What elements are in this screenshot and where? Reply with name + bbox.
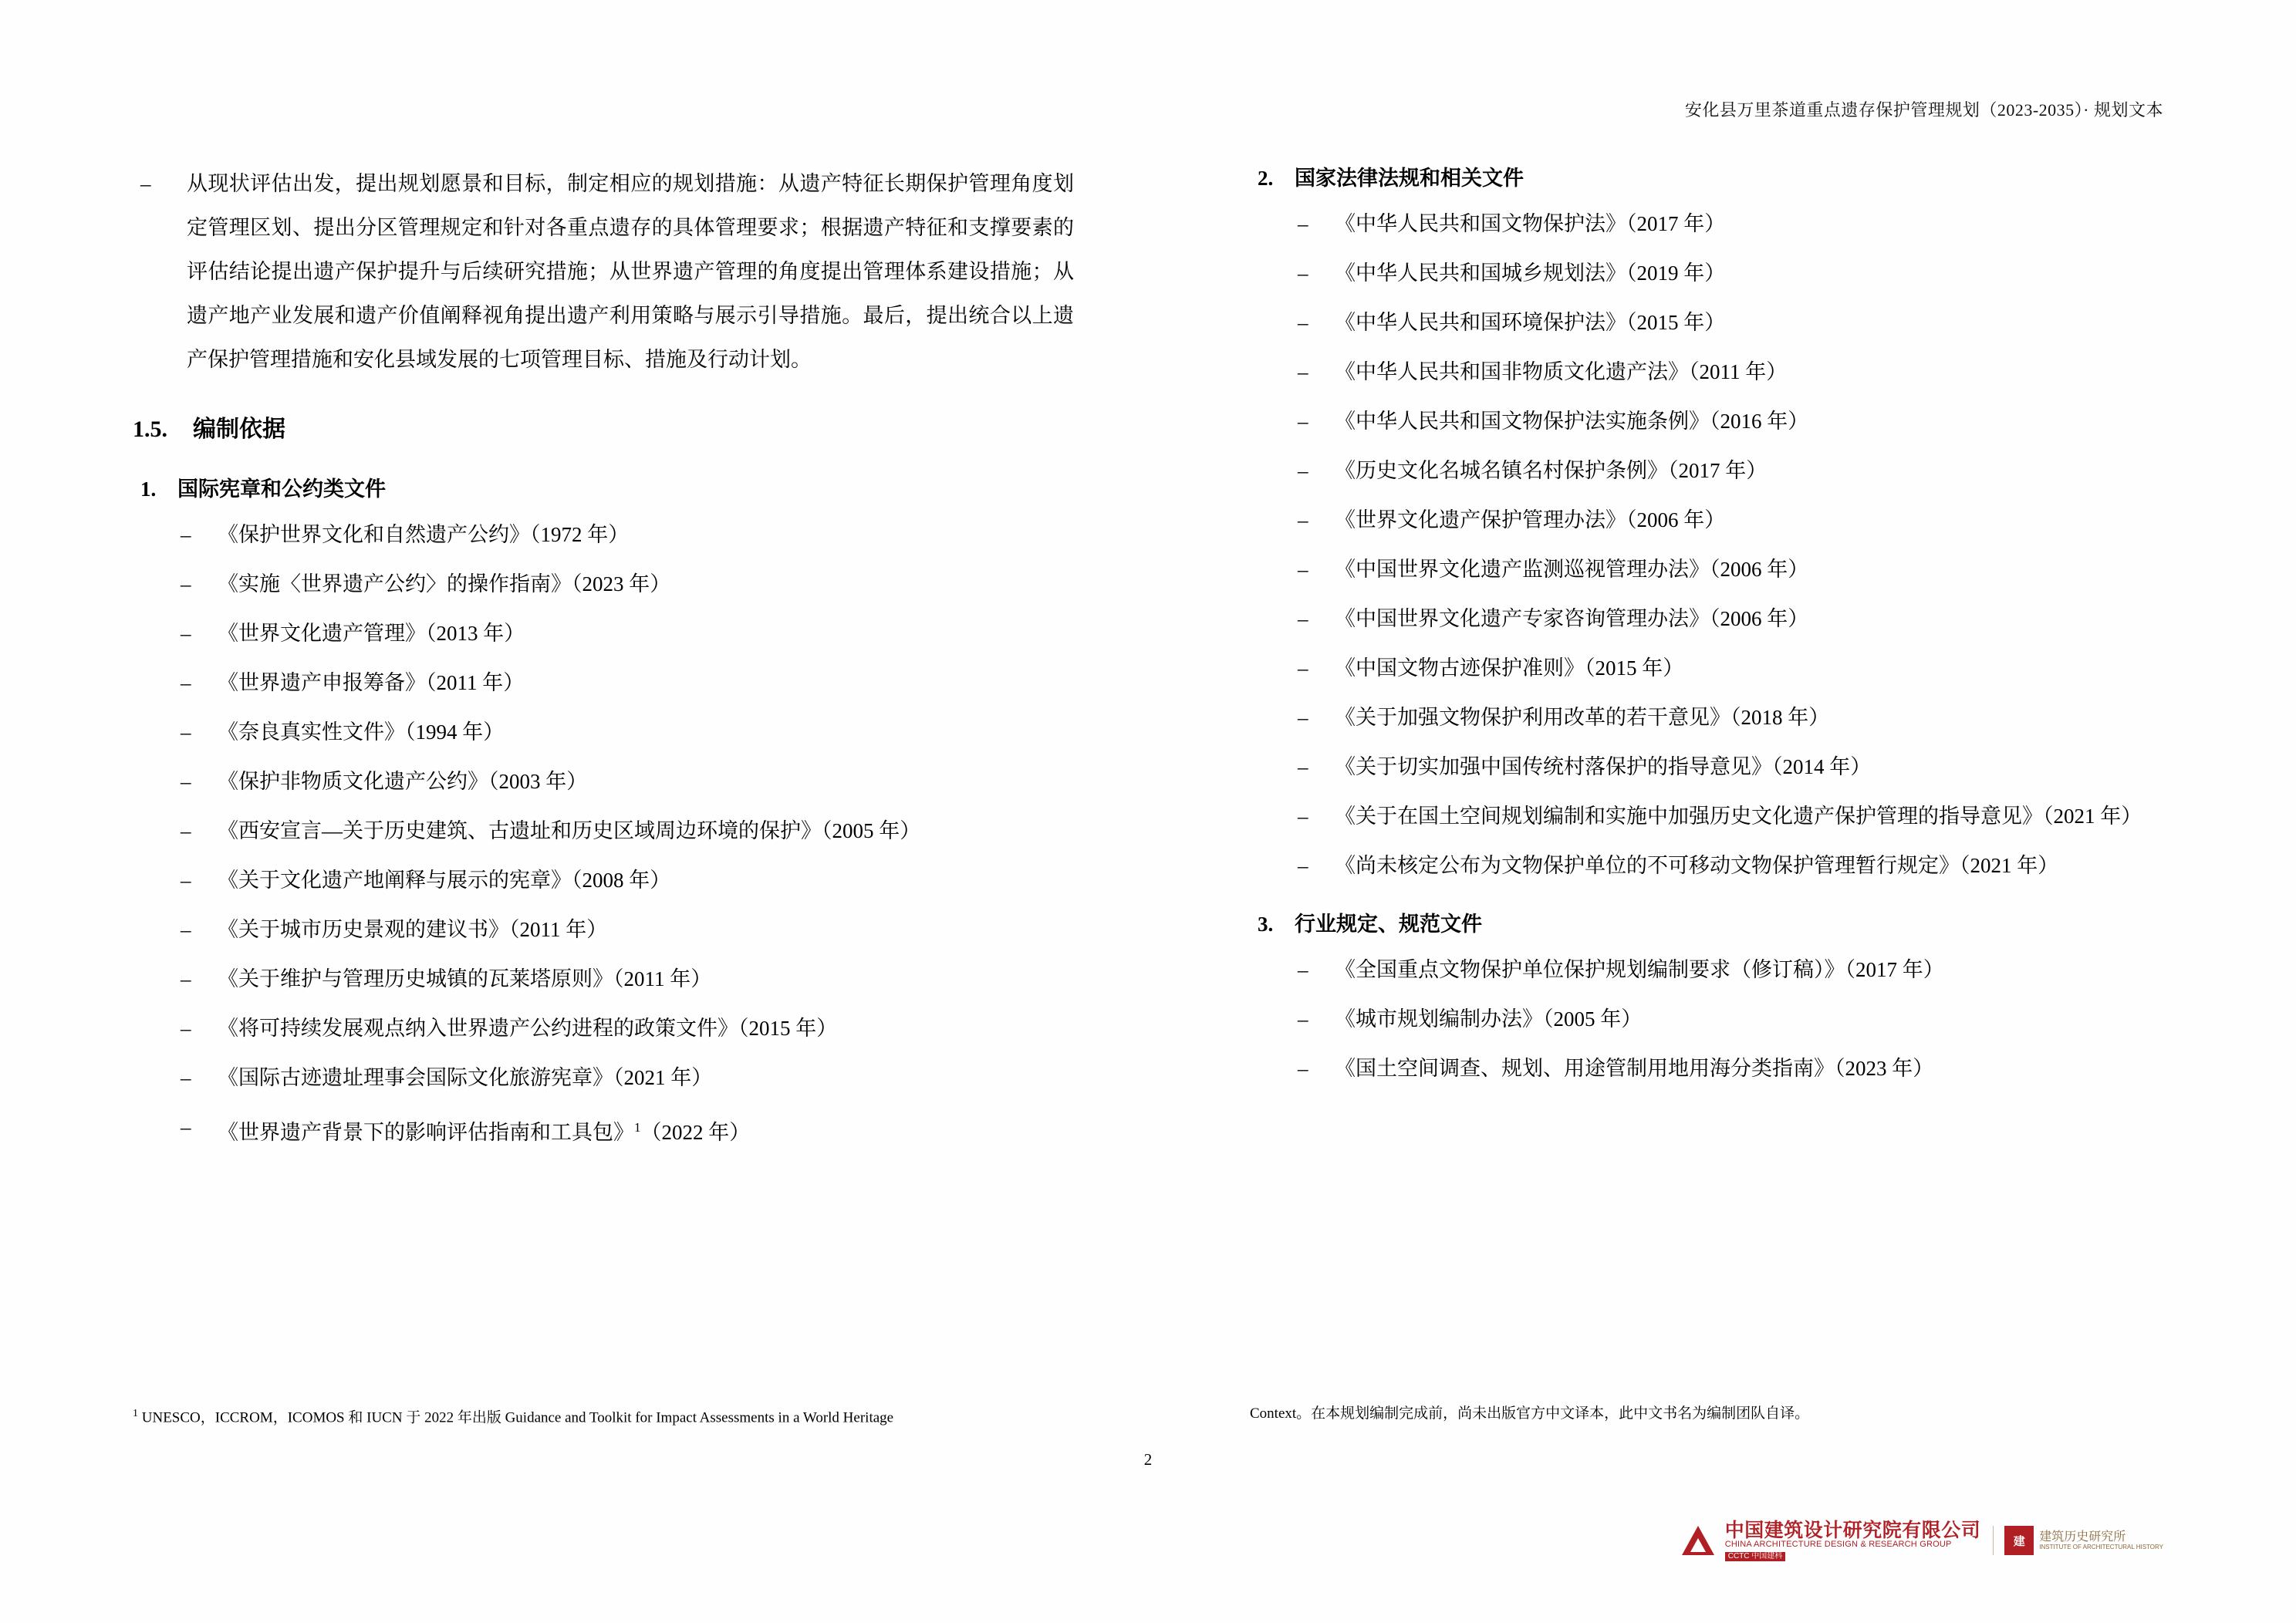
dash-bullet: – [1298, 212, 1308, 235]
group-2-title: 国家法律法规和相关文件 [1295, 167, 1524, 190]
list-item [1250, 850, 2191, 882]
footnote-right: Context。在本规划编制完成前，尚未出版官方中文译本，此中文书名为编制团队自译。 [1250, 1405, 1810, 1422]
group-2-number: 2. [1258, 167, 1274, 190]
list-item-text: 《关于城市历史景观的建议书》（2011 年） [218, 918, 608, 941]
group-1-title: 国际宪章和公约类文件 [177, 477, 386, 501]
triangle-logo-icon [1682, 1523, 1717, 1558]
dash-bullet: – [1298, 311, 1308, 334]
dash-bullet: – [1298, 410, 1308, 433]
list-item [133, 519, 1074, 551]
dash-bullet: – [1298, 558, 1308, 581]
group-1-heading [133, 473, 1074, 505]
list-item [1250, 1004, 2191, 1035]
dash-bullet: – [1298, 854, 1308, 877]
list-item-text: 《国土空间调查、规划、用途管制用地用海分类指南》（2023 年） [1335, 1057, 1934, 1080]
list-item-footnoted [133, 1112, 1074, 1149]
primary-logo-cn: 中国建筑设计研究院有限公司 [1724, 1519, 1981, 1541]
list-item-text: 《保护非物质文化遗产公约》（2003 年） [218, 770, 588, 793]
group-3-title: 行业规定、规范文件 [1295, 913, 1482, 936]
list-item-text: 《关于加强文物保护利用改革的若干意见》（2018 年） [1335, 706, 1830, 729]
list-item [133, 815, 1074, 847]
list-item [1250, 603, 2191, 635]
footnote-marker: 1 [634, 1120, 641, 1135]
list-item [133, 618, 1074, 650]
dash-bullet: – [1298, 706, 1308, 729]
dash-bullet: – [181, 671, 191, 694]
dash-bullet: – [1298, 607, 1308, 630]
list-item-text: 《中华人民共和国城乡规划法》（2019 年） [1335, 262, 1726, 285]
primary-logo-en: CHINA ARCHITECTURE DESIGN & RESEARCH GROUP [1724, 1539, 1952, 1549]
dash-bullet: – [181, 869, 191, 892]
primary-logo-badge: CCTC 中国建科 [1725, 1552, 1786, 1562]
dash-bullet: – [181, 967, 191, 990]
list-item [1250, 554, 2191, 585]
list-item-text: 《关于切实加强中国传统村落保护的指导意见》（2014 年） [1335, 755, 1872, 778]
dash-bullet: – [181, 1115, 191, 1139]
dash-bullet: – [181, 819, 191, 842]
list-item-text: 《世界遗产背景下的影响评估指南和工具包》 [218, 1121, 634, 1144]
list-item-text: 《国际古迹遗址理事会国际文化旅游宪章》（2021 年） [218, 1066, 713, 1089]
list-item-text: 《中国文物古迹保护准则》（2015 年） [1335, 656, 1684, 680]
list-item-text: 《保护世界文化和自然遗产公约》（1972 年） [218, 523, 630, 546]
list-item [1250, 954, 2191, 986]
list-item [1250, 504, 2191, 536]
dash-bullet: – [181, 1066, 191, 1089]
group-1-list [133, 519, 1074, 1149]
secondary-logo-text [2039, 1530, 2163, 1550]
dash-bullet: – [1298, 1057, 1308, 1080]
footnote-marker: 1 [133, 1408, 138, 1419]
dash-bullet: – [140, 172, 151, 195]
list-item-text: 《关于维护与管理历史城镇的瓦莱塔原则》（2011 年） [218, 967, 712, 990]
secondary-logo-en: INSTITUTE OF ARCHITECTURAL HISTORY [2039, 1543, 2163, 1550]
right-column [1250, 162, 2191, 1102]
list-item-text: 《奈良真实性文件》（1994 年） [218, 720, 505, 744]
dash-bullet: – [1298, 1007, 1308, 1031]
list-item-text: 《世界文化遗产保护管理办法》（2006 年） [1335, 508, 1726, 531]
list-item [133, 569, 1074, 600]
section-number: 1.5. [133, 417, 167, 442]
list-item [133, 667, 1074, 699]
list-item-text: 《关于在国土空间规划编制和实施中加强历史文化遗产保护管理的指导意见》（2021 年） [1335, 805, 2142, 828]
dash-bullet: – [1298, 508, 1308, 531]
list-item-text: 《中国世界文化遗产专家咨询管理办法》（2006 年） [1335, 607, 1809, 630]
list-item-text: 《实施〈世界遗产公约〉的操作指南》（2023 年） [218, 572, 671, 596]
intro-paragraph [133, 162, 1074, 382]
left-column [133, 162, 1074, 1166]
list-item [1250, 1053, 2191, 1085]
group-1-number: 1. [140, 477, 157, 501]
dash-bullet: – [1298, 360, 1308, 383]
list-item-text: 《世界遗产申报筹备》（2011 年） [218, 671, 525, 694]
dash-bullet: – [1298, 262, 1308, 285]
dash-bullet: – [1298, 805, 1308, 828]
list-item [1250, 406, 2191, 437]
list-item-text: 《中华人民共和国环境保护法》（2015 年） [1335, 311, 1726, 334]
footnote-left [133, 1402, 1083, 1429]
list-item-text: 《城市规划编制办法》（2005 年） [1335, 1007, 1643, 1031]
footnote-text: UNESCO，ICCROM，ICOMOS 和 IUCN 于 2022 年出版 Guidance and Toolkit for Impact Assessments in a World Heritage [141, 1409, 894, 1426]
list-item-text: 《关于文化遗产地阐释与展示的宪章》（2008 年） [218, 869, 671, 892]
primary-logo-text [1725, 1520, 1981, 1561]
list-item [133, 1062, 1074, 1094]
list-item [1250, 307, 2191, 339]
dash-bullet: – [181, 622, 191, 645]
list-item [133, 865, 1074, 896]
dash-bullet: – [181, 572, 191, 596]
list-item-text: 《世界文化遗产管理》（2013 年） [218, 622, 525, 645]
list-item [1250, 751, 2191, 783]
page-number: 2 [1143, 1450, 1153, 1469]
list-item-text: 《全国重点文物保护单位保护规划编制要求（修订稿）》（2017 年） [1335, 958, 1944, 981]
list-item [1250, 356, 2191, 388]
group-3-list [1250, 954, 2191, 1085]
list-item-year: （2022 年） [640, 1121, 751, 1144]
secondary-logo [1993, 1526, 2163, 1555]
dash-bullet: – [1298, 459, 1308, 482]
list-item [133, 963, 1074, 995]
running-header: 安化县万里茶道重点遗存保护管理规划（2023-2035）· 规划文本 [1684, 100, 2163, 120]
list-item [133, 717, 1074, 748]
list-item-text: 《中华人民共和国文物保护法实施条例》（2016 年） [1335, 410, 1809, 433]
group-3-heading [1250, 908, 2191, 940]
list-item [133, 766, 1074, 798]
footer-logos [1682, 1520, 2163, 1561]
group-2-heading [1250, 162, 2191, 194]
list-item [1250, 455, 2191, 487]
intro-paragraph-text: 从现状评估出发，提出规划愿景和目标，制定相应的规划措施：从遗产特征长期保护管理角度划定管理区划、提出分区管理规定和针对各重点遗存的具体管理要求；根据遗产特征和支撑要素的评估结论提出遗产保护提升与后续研究措施；从世界遗产管理的角度提出管理体系建设措施；从遗产地产业发展和遗产价值阐释视角提出遗产利用策略与展示引导措施。最后，提出统合以上遗产保护管理措施和安化县域发展的七项管理目标、措施及行动计划。 [187, 172, 1074, 371]
list-item-text: 《将可持续发展观点纳入世界遗产公约进程的政策文件》（2015 年） [218, 1017, 838, 1040]
dash-bullet: – [1298, 656, 1308, 680]
primary-logo [1682, 1520, 1981, 1561]
list-item [1250, 653, 2191, 684]
list-item [1250, 801, 2191, 832]
dash-bullet: – [181, 770, 191, 793]
list-item [1250, 702, 2191, 734]
dash-bullet: – [181, 1017, 191, 1040]
list-item-text: 《历史文化名城名镇名村保护条例》（2017 年） [1335, 459, 1768, 482]
group-3-number: 3. [1258, 913, 1274, 936]
dash-bullet: – [181, 918, 191, 941]
list-item [1250, 208, 2191, 240]
group-2-list [1250, 208, 2191, 882]
dash-bullet: – [181, 720, 191, 744]
section-heading [133, 413, 1074, 447]
list-item [1250, 258, 2191, 289]
section-title: 编制依据 [193, 417, 285, 442]
secondary-logo-cn: 建筑历史研究所 [2039, 1530, 2126, 1544]
dash-bullet: – [181, 523, 191, 546]
list-item-text: 《西安宣言—关于历史建筑、古遗址和历史区域周边环境的保护》（2005 年） [218, 819, 921, 842]
dash-bullet: – [1298, 755, 1308, 778]
institute-logo-icon: 建 [2004, 1526, 2034, 1555]
list-item [133, 914, 1074, 946]
dash-bullet: – [1298, 958, 1308, 981]
list-item-text: 《尚未核定公布为文物保护单位的不可移动文物保护管理暂行规定》（2021 年） [1335, 854, 2059, 877]
list-item-text: 《中华人民共和国非物质文化遗产法》（2011 年） [1335, 360, 1788, 383]
list-item-text: 《中国世界文化遗产监测巡视管理办法》（2006 年） [1335, 558, 1809, 581]
list-item-text: 《中华人民共和国文物保护法》（2017 年） [1335, 212, 1726, 235]
list-item [133, 1013, 1074, 1044]
